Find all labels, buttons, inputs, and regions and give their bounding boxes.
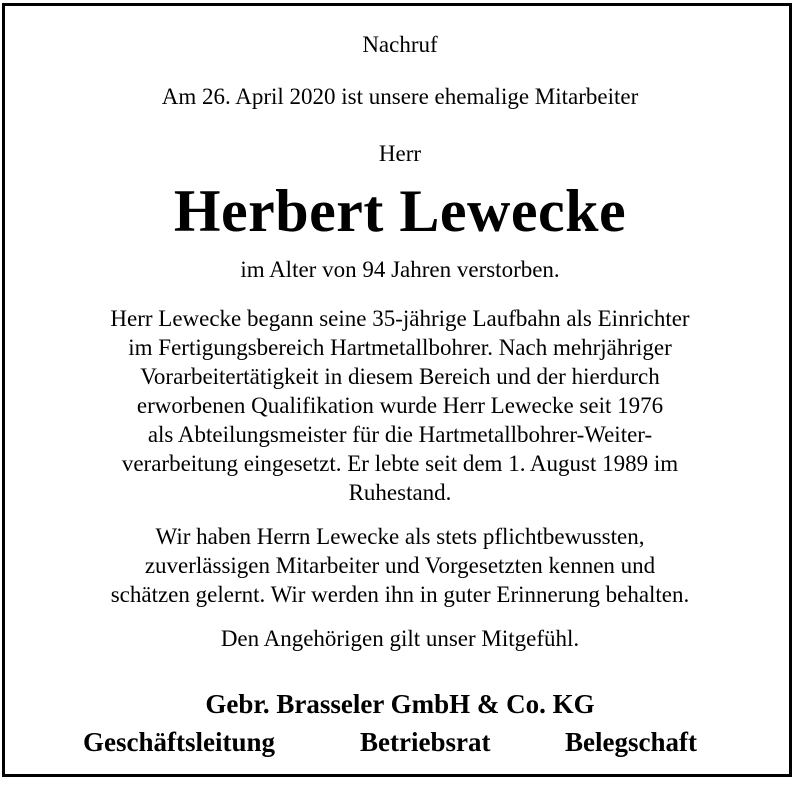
heading: Nachruf [362, 32, 438, 57]
bio-line: Ruhestand. [348, 480, 452, 505]
bio-line: verarbeitung eingesetzt. Er lebte seit dem 1. August 1989 im [121, 451, 679, 476]
signatory-staff: Belegschaft [565, 727, 697, 757]
age-line: im Alter von 94 Jahren verstorben. [240, 257, 560, 282]
bio-line: Vorarbeitertätigkeit in diesem Bereich und der hierdurch [140, 364, 660, 389]
tribute-line: Wir haben Herrn Lewecke als stets pflichtbewussten, [155, 524, 645, 549]
tribute-line: zuverlässigen Mitarbeiter und Vorgesetzten kennen und [144, 553, 656, 578]
bio-line: im Fertigungsbereich Hartmetallbohrer. Nach mehrjähriger [128, 335, 672, 360]
bio-line: erworbenen Qualifikation wurde Herr Lewecke seit 1976 [136, 393, 664, 418]
signatory-management: Geschäftsleitung [83, 727, 275, 757]
intro-text: Am 26. April 2020 ist unsere ehemalige Mitarbeiter [161, 84, 639, 109]
deceased-name: Herbert Lewecke [173, 178, 627, 244]
signatory-works-council: Betriebsrat [360, 727, 491, 757]
bio-line: als Abteilungsmeister für die Hartmetallbohrer-Weiter- [147, 422, 653, 447]
tribute-line: schätzen gelernt. Wir werden ihn in guter Erinnerung behalten. [110, 582, 690, 607]
condolence: Den Angehörigen gilt unser Mitgefühl. [220, 626, 580, 651]
salutation: Herr [378, 141, 422, 166]
company-name: Gebr. Brasseler GmbH & Co. KG [205, 689, 595, 719]
obituary-frame [2, 3, 792, 777]
bio-line: Herr Lewecke begann seine 35-jährige Laufbahn als Einrichter [110, 306, 690, 331]
